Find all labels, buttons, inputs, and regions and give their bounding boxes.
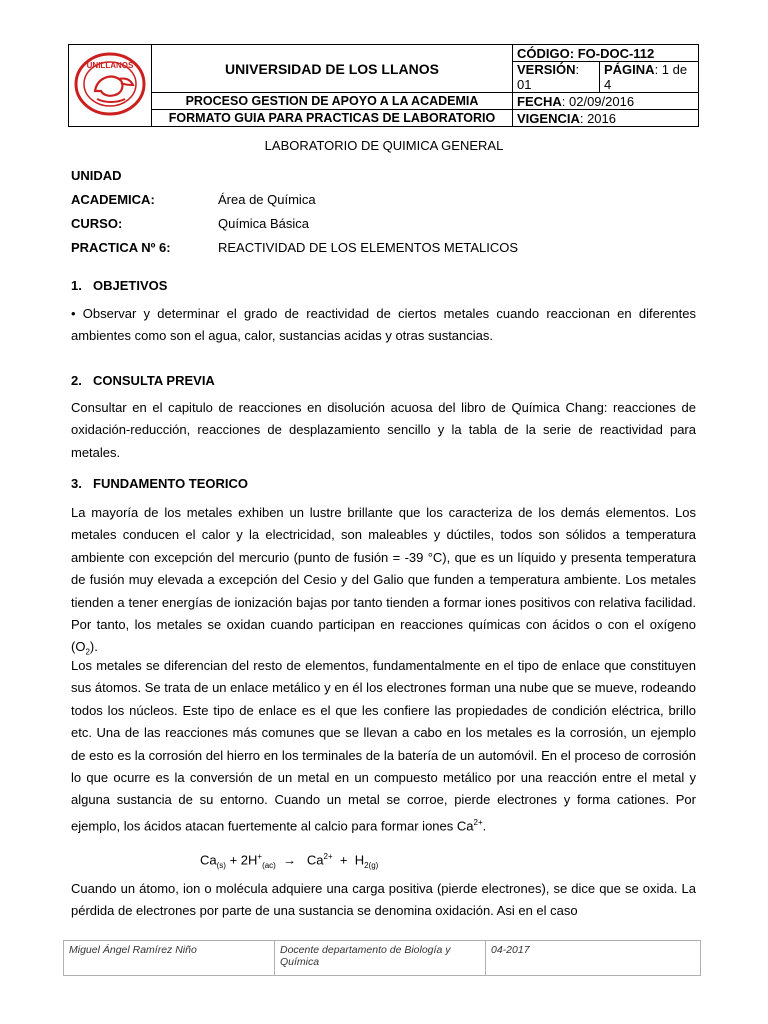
document-header-table (68, 44, 699, 127)
code-label: CÓDIGO: (517, 45, 575, 61)
date-label: FECHA (517, 93, 562, 109)
paragraph-text: Los metales se diferencian del resto de elementos, fundamentalmente en el tipo de enlace que constituyen sus átomos. Se trata de un enlace metálico y en él los electrones forman una nube que se mueve, rodeando todos los núcleos. Este tipo de enlace es el que les confiere las propiedades de condición eléctrica, brillo etc. Una de las reacciones más comunes que se llevan a cabo en los metales es la corrosión, un ejemplo de esto es la corrosión del hierro en los terminales de la batería de un automóvil. En el proceso de corrosión lo que ocurre es la conversión de un metal en un compuesto metálico por una reacción entre el metal y alguna sustancia de su entorno. Cuando un metal se corroe, pierde electrones y forma cationes. Por ejemplo, los ácidos atacan fuertemente al calcio para formar iones Ca (71, 658, 696, 834)
page-cell (600, 62, 699, 93)
date-value: : 02/09/2016 (561, 93, 635, 109)
eq-term: + 2H (225, 852, 258, 868)
version-cell (513, 62, 600, 93)
objectives-text: • Observar y determinar el grado de reactividad de ciertos metales cuando reaccionan en diferentes ambientes como son el agua, calor, sustancias acidas y otras sustancias. (71, 306, 696, 344)
fundamento-paragraph-2 (71, 655, 696, 838)
version-label: VERSIÓN (517, 62, 576, 77)
subscript: 2 (85, 648, 90, 658)
section-title: OBJETIVOS (93, 278, 168, 293)
footer-author: Miguel Ángel Ramírez Niño (64, 941, 275, 976)
university-logo (73, 51, 147, 117)
chemical-equation (200, 852, 378, 870)
eq-term: Ca (306, 852, 324, 868)
consulta-text: Consultar en el capitulo de reacciones en disolución acuosa del libro de Química Chang: reacciones de oxidación-reducción, reacciones de desplazamiento sencillo y la tabla de la serie de reactividad para metales. (71, 400, 696, 460)
section-number: 1. (71, 278, 82, 293)
eq-state: (s) (216, 860, 226, 870)
course-value: Química Básica (218, 216, 310, 231)
practice-value: REACTIVIDAD DE LOS ELEMENTOS METALICOS (218, 240, 519, 255)
footer-role: Docente departamento de Biología y Química (275, 941, 486, 976)
superscript: 2+ (473, 817, 483, 827)
section-number: 3. (71, 476, 82, 491)
section-consulta-heading (71, 373, 215, 388)
eq-state: 2(g) (364, 860, 379, 870)
date-cell (513, 93, 699, 110)
paragraph-text: . (482, 818, 487, 834)
eq-charge: + (257, 852, 263, 861)
version-value: : 01 (517, 62, 580, 92)
validity-value: : 2016 (579, 110, 616, 126)
section-title: CONSULTA PREVIA (93, 373, 215, 388)
eq-term: + H (332, 852, 365, 868)
practice-info (71, 164, 518, 260)
format-name: FORMATO GUIA PARA PRACTICAS DE LABORATORIO (152, 110, 513, 127)
course-label: CURSO: (71, 216, 123, 231)
eq-state: (ac) (262, 860, 276, 870)
university-name: UNIVERSIDAD DE LOS LLANOS (152, 45, 513, 93)
eq-charge: 2+ (323, 852, 333, 861)
process-name: PROCESO GESTION DE APOYO A LA ACADEMIA (152, 93, 513, 110)
section-objectives-heading (71, 278, 167, 293)
section-title: FUNDAMENTO TEORICO (93, 476, 249, 491)
code-cell (513, 45, 699, 62)
validity-cell (513, 110, 699, 127)
reaction-arrow: → (275, 852, 307, 868)
footer-date: 04-2017 (486, 941, 701, 976)
logo-text: UNILLANOS (86, 61, 134, 70)
logo-cell (69, 45, 152, 127)
page-label: PÁGINA (604, 62, 655, 77)
fundamento-paragraph-1 (71, 502, 696, 664)
code-value: FO-DOC-112 (577, 45, 655, 61)
paragraph-text: ). (89, 639, 98, 655)
section-fundamento-heading (71, 476, 248, 491)
validity-label: VIGENCIA (517, 110, 580, 126)
academic-label: ACADEMICA: (71, 192, 155, 207)
section-number: 2. (71, 373, 82, 388)
lab-title: LABORATORIO DE QUIMICA GENERAL (264, 138, 504, 153)
unit-label: UNIDAD (71, 168, 122, 183)
academic-value: Área de Química (218, 192, 316, 207)
page-value: : 1 de 4 (604, 62, 688, 92)
paragraph-text: La mayoría de los metales exhiben un lustre brillante que los caracteriza de los demás elementos. Los metales conducen el calor y la electricidad, son maleables y dúctiles, todos son sólidos a temperatura ambiente con excepción del mercurio (punto de fusión = -39 °C), que es un líquido y presenta temperatura de fusión muy elevada a excepción del Cesio y del Galio que funden a temperatura ambiente. Los metales tienden a tener energías de ionización bajas por tanto tienden a formar iones positivos con relativa facilidad. Por tanto, los metales se oxidan cuando participan en reacciones químicas con ácidos o con el oxígeno (O (71, 505, 696, 655)
practice-label: PRACTICA Nº 6: (71, 240, 171, 255)
eq-term: Ca (200, 852, 217, 868)
document-footer-table (63, 940, 701, 976)
fundamento-paragraph-3: Cuando un átomo, ion o molécula adquiere una carga positiva (pierde electrones), se dice que se oxida. La pérdida de electrones por parte de una sustancia se denomina oxidación. Asi en el caso (71, 881, 696, 919)
